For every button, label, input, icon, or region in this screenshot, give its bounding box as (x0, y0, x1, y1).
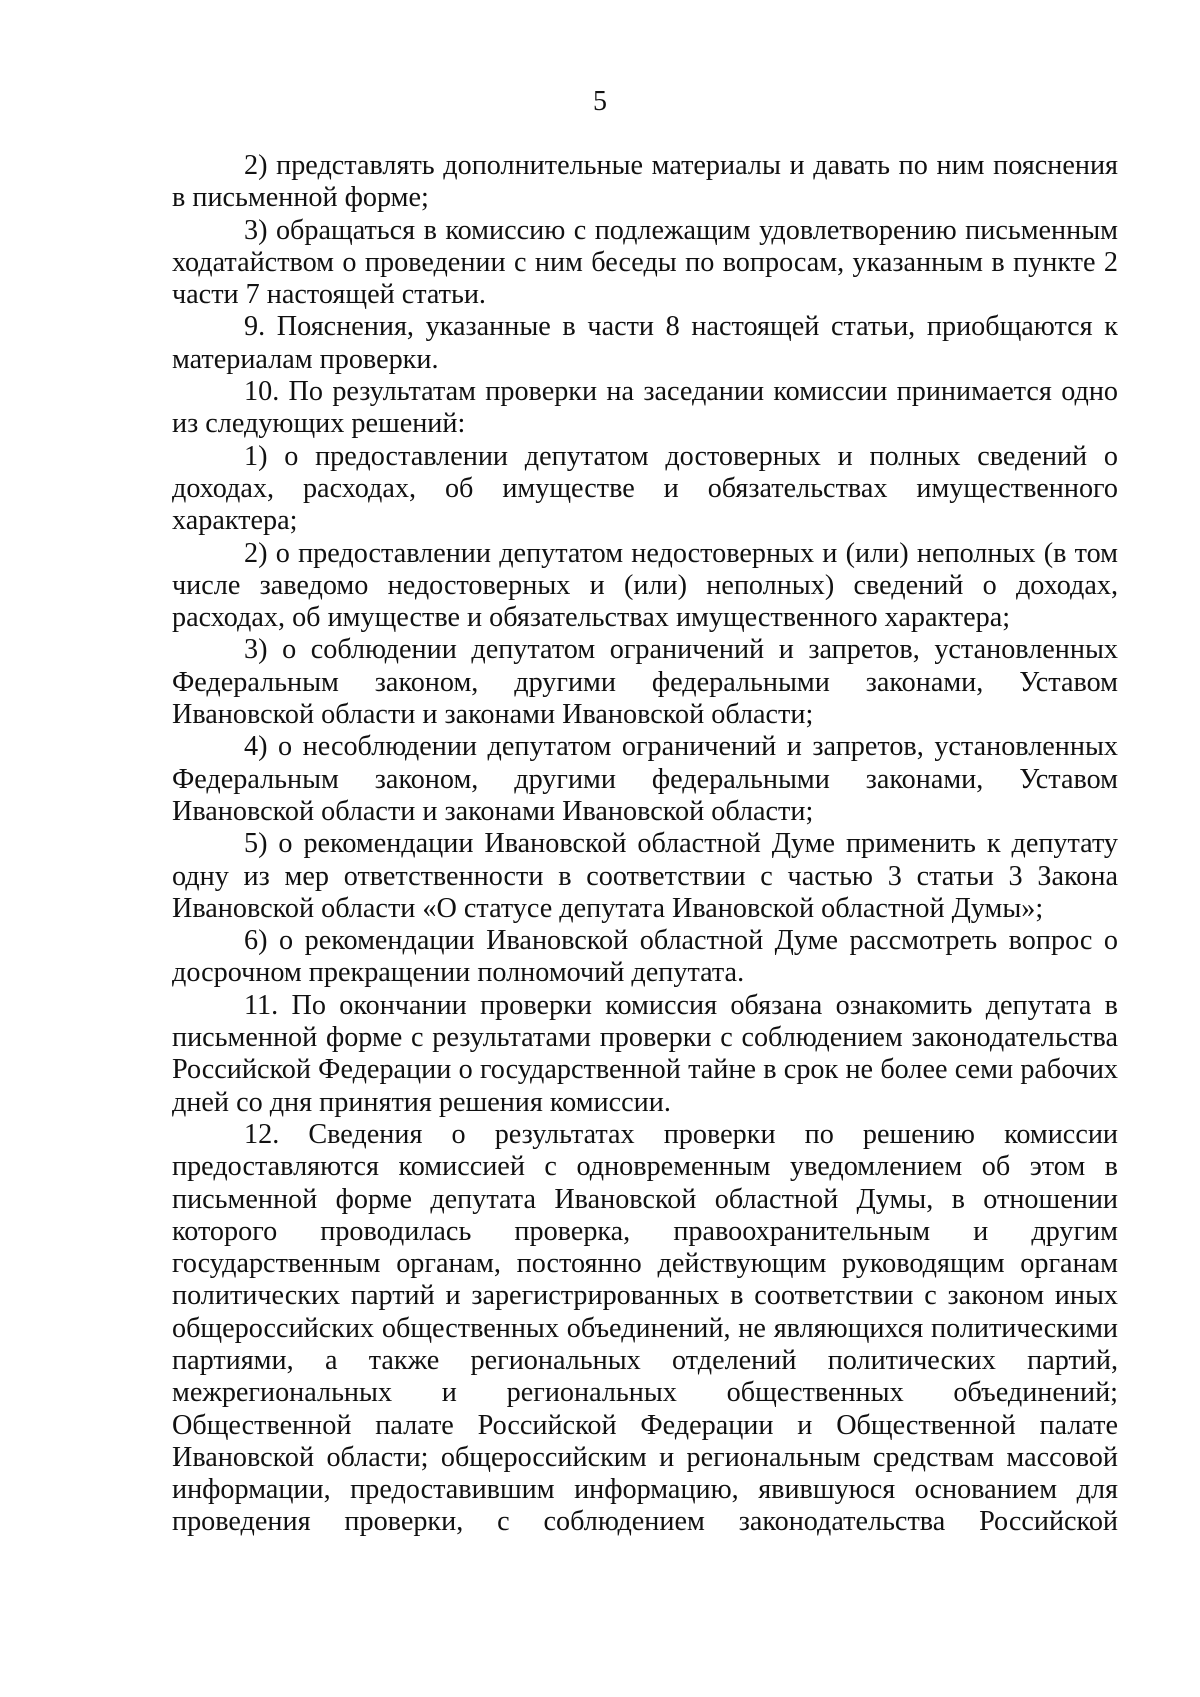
paragraph-10-4: 4) о несоблюдении депутатом ограничений и запретов, установленных Федеральным законом, другими федеральными законами, Уставом Ивановской области и законами Ивановской области; (172, 731, 1118, 827)
paragraph-12: 12. Сведения о результатах проверки по решению комиссии предоставляются комиссией с одновременным уведомлением об этом в письменной форме депутата Ивановской областной Думы, в отношении которого проводилась проверка, правоохранительным и другим государственным органам, постоянно действующим руководящим органам политических партий и зарегистрированных в соответствии с законом иных общероссийских общественных объединений, не являющихся политическими партиями, а также региональных отделений политических партий, межрегиональных и региональных общественных объединений; Общественной палате Российской Федерации и Общественной палате Ивановской области; общероссийским и региональным средствам массовой информации, предоставившим информацию, явившуюся основанием для проведения проверки, с соблюдением законодательства Российской (172, 1118, 1118, 1538)
paragraph-10-1: 1) о предоставлении депутатом достоверных и полных сведений о доходах, расходах, об имуществе и обязательствах имущественного характера; (172, 440, 1118, 537)
paragraph-10-5: 5) о рекомендации Ивановской областной Думе применить к депутату одну из мер ответственности в соответствии с частью 3 статьи 3 Закона Ивановской области «О статусе депутата Ивановской областной Думы»; (172, 828, 1118, 924)
document-body (172, 150, 1118, 1539)
paragraph-10: 10. По результатам проверки на заседании комиссии принимается одно из следующих решений: (172, 376, 1118, 440)
paragraph-9: 9. Пояснения, указанные в части 8 настоящей статьи, приобщаются к материалам проверки. (172, 311, 1118, 375)
paragraph-8-2: 2) представлять дополнительные материалы и давать по ним пояснения в письменной форме; (172, 150, 1118, 214)
paragraph-10-3: 3) о соблюдении депутатом ограничений и запретов, установленных Федеральным законом, другими федеральными законами, Уставом Ивановской области и законами Ивановской области; (172, 634, 1118, 731)
page-number: 5 (593, 86, 607, 117)
paragraph-11: 11. По окончании проверки комиссия обязана ознакомить депутата в письменной форме с результатами проверки с соблюдением законодательства Российской Федерации о государственной тайне в срок не более семи рабочих дней со дня принятия решения комиссии. (172, 989, 1118, 1118)
paragraph-10-2: 2) о предоставлении депутатом недостоверных и (или) неполных (в том числе заведомо недостоверных и (или) неполных) сведений о доходах, расходах, об имуществе и обязательствах имущественного характера; (172, 537, 1118, 634)
paragraph-10-6: 6) о рекомендации Ивановской областной Думе рассмотреть вопрос о досрочном прекращении полномочий депутата. (172, 925, 1118, 989)
paragraph-8-3: 3) обращаться в комиссию с подлежащим удовлетворению письменным ходатайством о проведении с ним беседы по вопросам, указанным в пункте 2 части 7 настоящей статьи. (172, 214, 1118, 311)
